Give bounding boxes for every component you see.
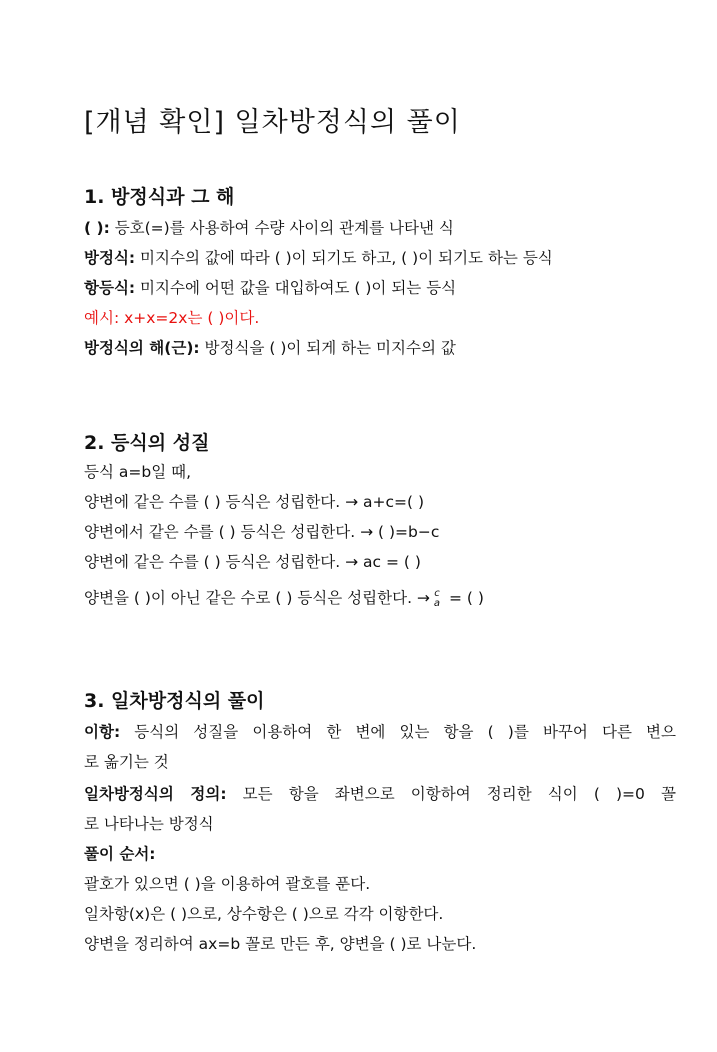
section3-line5: 풀이 순서:	[84, 845, 156, 863]
definition-text: 모든 항을 좌변으로 이항하여 정리한 식이 ( )=0 꼴	[226, 785, 676, 803]
section2-line2: 양변에 같은 수를 ( ) 등식은 성립한다. → a+c=( )	[84, 493, 425, 511]
definition-text: 등식의 성질을 이용하여 한 변에 있는 항을 ( )를 바꾸어 다른 변으	[120, 723, 676, 741]
definition-text: 미지수에 어떤 값을 대입하여도 ( )이 되는 등식	[135, 279, 457, 297]
section1-line1	[84, 218, 676, 238]
section3-line7: 일차항(x)은 ( )으로, 상수항은 ( )으로 각각 이항한다.	[84, 905, 444, 923]
term-label: 일차방정식의 정의:	[84, 785, 227, 803]
page-title: [개념 확인] 일차방정식의 풀이	[84, 107, 461, 138]
section3-heading: 3. 일차방정식의 풀이	[84, 690, 265, 712]
term-label: ( ):	[84, 219, 110, 237]
term-label: 방정식의 해(근):	[84, 339, 200, 357]
section2-line3: 양변에서 같은 수를 ( ) 등식은 성립한다. → ( )=b−c	[84, 523, 440, 541]
definition-text: 방정식을 ( )이 되게 하는 미지수의 값	[199, 339, 456, 357]
section1-line2	[84, 248, 676, 268]
section3-line8: 양변을 정리하여 ax=b 꼴로 만든 후, 양변을 ( )로 나눈다.	[84, 935, 477, 953]
definition-text: 미지수의 값에 따라 ( )이 되기도 하고, ( )이 되기도 하는 등식	[135, 249, 553, 267]
section3-line3	[84, 784, 676, 804]
division-rule-text: 양변을 ( )이 아닌 같은 수로 ( ) 등식은 성립한다. →	[84, 589, 430, 607]
section3-line4: 로 나타나는 방정식	[84, 815, 214, 833]
section1-line5	[84, 338, 676, 358]
section3-line6: 괄호가 있으면 ( )을 이용하여 괄호를 푼다.	[84, 875, 371, 893]
section3-line1	[84, 722, 676, 742]
section1-example: 예시: x+x=2x는 ( )이다.	[84, 309, 260, 327]
section2-line5	[84, 588, 676, 609]
fraction-denominator: a	[433, 597, 441, 609]
fraction	[434, 589, 440, 609]
fraction-numerator: c	[434, 587, 440, 599]
section2-line4: 양변에 같은 수를 ( ) 등식은 성립한다. → ac = ( )	[84, 553, 421, 571]
term-label: 항등식:	[84, 279, 136, 297]
section1-line3	[84, 278, 676, 298]
term-label: 이항:	[84, 723, 121, 741]
term-label: 방정식:	[84, 249, 136, 267]
section2-line1: 등식 a=b일 때,	[84, 463, 191, 481]
section1-heading: 1. 방정식과 그 해	[84, 186, 235, 208]
section2-heading: 2. 등식의 성질	[84, 432, 210, 454]
section3-line2: 로 옮기는 것	[84, 753, 169, 771]
definition-text: 등호(=)를 사용하여 수량 사이의 관계를 나타낸 식	[109, 219, 454, 237]
division-rule-tail: = ( )	[444, 589, 484, 607]
